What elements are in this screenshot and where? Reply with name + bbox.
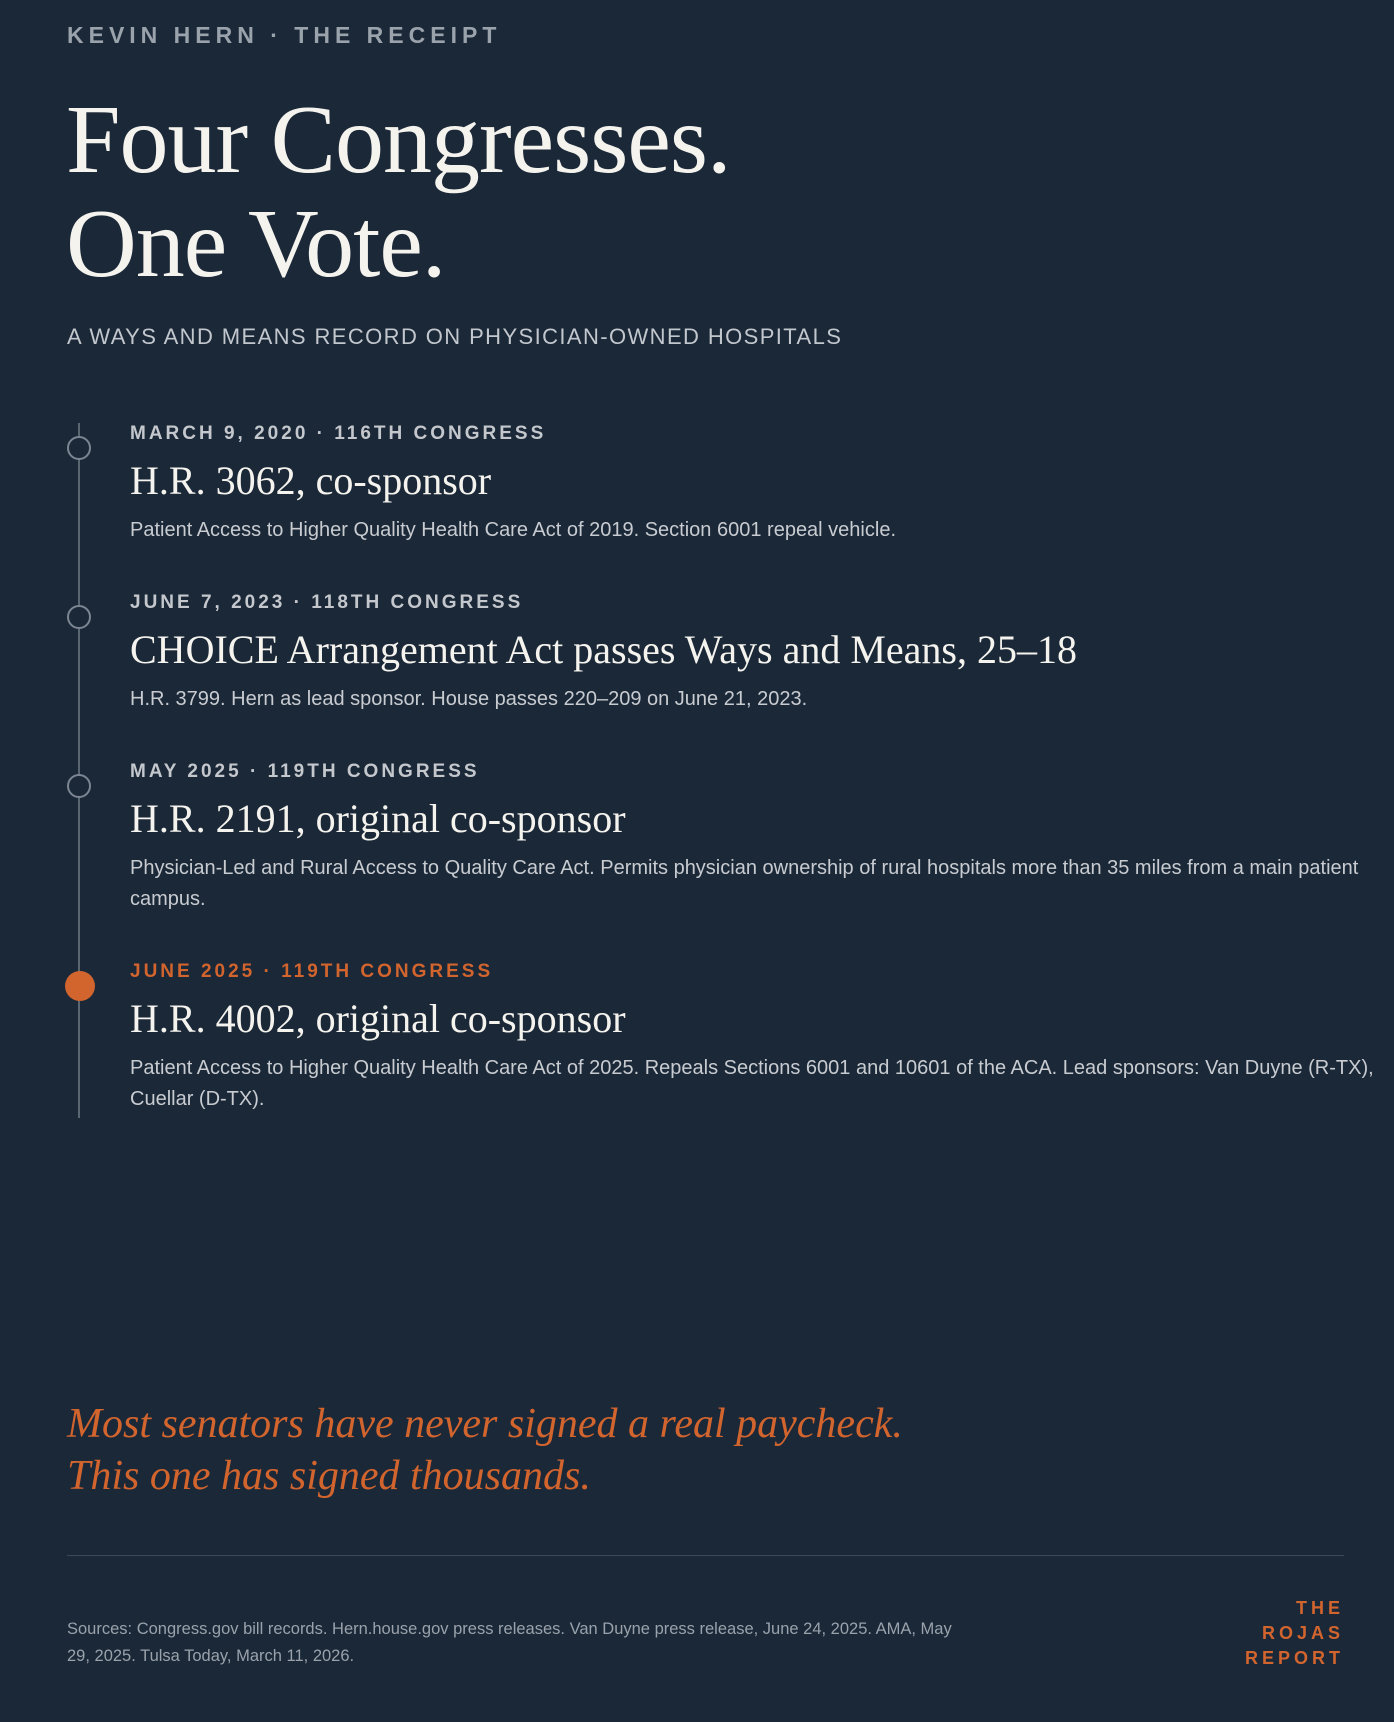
event-date: MAY 2025 · 119TH CONGRESS [130, 761, 480, 782]
headline-line-2: One Vote. [66, 190, 446, 298]
event-title: H.R. 3062, co-sponsor [130, 458, 492, 503]
timeline-line [78, 423, 80, 1118]
timeline [67, 423, 1374, 1118]
event-date: MARCH 9, 2020 · 116TH CONGRESS [130, 423, 547, 444]
brand-line-2: ROJAS [1261, 1623, 1344, 1643]
event-description: Patient Access to Higher Quality Health Care Act of 2019. Section 6001 repeal vehicle. [130, 519, 896, 541]
pull-quote [67, 1398, 903, 1502]
event-description: Patient Access to Higher Quality Health Care Act of 2025. Repeals Sections 6001 and 10601 of the ACA. Lead sponsors: Van Duyne (R-TX), Cuellar (D-TX). [130, 1057, 1374, 1110]
headline-line-1: Four Congresses. [66, 86, 731, 194]
timeline-marker [67, 774, 91, 798]
footer-divider [67, 1555, 1344, 1556]
sources-note: Sources: Congress.gov bill records. Hern.house.gov press releases. Van Duyne press release, June 24, 2025. AMA, May 29, 2025. Tulsa Today, March 11, 2026. [67, 1620, 952, 1665]
event-description: H.R. 3799. Hern as lead sponsor. House passes 220–209 on June 21, 2023. [130, 688, 808, 710]
brand-logo [1245, 1596, 1344, 1671]
event-title: H.R. 4002, original co-sponsor [130, 996, 626, 1041]
timeline-marker [67, 605, 91, 629]
event-title: CHOICE Arrangement Act passes Ways and Means, 25–18 [130, 627, 1077, 672]
quote-line-2: This one has signed thousands. [67, 1453, 591, 1499]
timeline-marker [67, 436, 91, 460]
event-date: JUNE 2025 · 119TH CONGRESS [130, 961, 494, 982]
brand-line-1: THE [1296, 1598, 1344, 1618]
event-description: Physician-Led and Rural Access to Quality Care Act. Permits physician ownership of rural hospitals more than 35 miles from a main patient campus. [130, 857, 1359, 910]
page-title [66, 88, 731, 296]
brand-line-3: REPORT [1244, 1648, 1344, 1668]
quote-line-1: Most senators have never signed a real paycheck. [67, 1401, 903, 1447]
kicker: KEVIN HERN · THE RECEIPT [67, 22, 502, 48]
timeline-marker-current [65, 971, 95, 1001]
event-date: JUNE 7, 2023 · 118TH CONGRESS [130, 592, 524, 613]
event-title: H.R. 2191, original co-sponsor [130, 796, 626, 841]
subhead: A WAYS AND MEANS RECORD ON PHYSICIAN-OWNED HOSPITALS [67, 324, 843, 349]
